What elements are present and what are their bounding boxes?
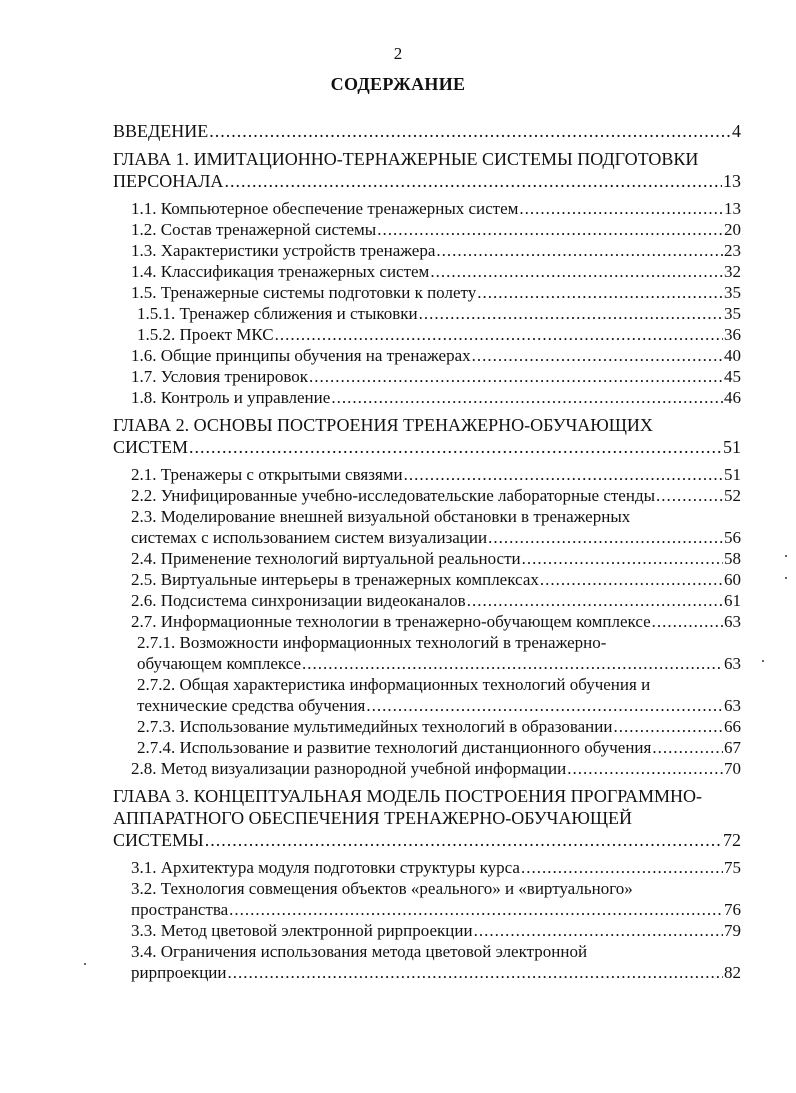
toc-entry[interactable] (113, 674, 741, 716)
toc-entry-title: 3.1. Архитектура модуля подготовки структуры курса (131, 858, 520, 877)
dot-leader (656, 485, 723, 506)
dot-leader (224, 170, 722, 192)
toc-page-number: 40 (724, 346, 741, 365)
toc-page-number: 4 (732, 121, 741, 141)
dot-leader (472, 345, 723, 366)
toc-page-number: 76 (724, 900, 741, 919)
toc-entry[interactable] (113, 219, 741, 240)
dot-leader (205, 829, 722, 851)
toc-entry-title: СИСТЕМ (113, 437, 189, 457)
toc-page-number: 52 (724, 486, 741, 505)
page-title: СОДЕРЖАНИЕ (330, 74, 466, 94)
dot-leader (488, 527, 723, 548)
toc-entry-title-line: ГЛАВА 2. ОСНОВЫ ПОСТРОЕНИЯ ТРЕНАЖЕРНО-ОБУЧАЮЩИХ (113, 415, 653, 435)
table-of-contents (113, 120, 741, 983)
toc-page-number: 82 (724, 963, 741, 982)
toc-entry-title: 2.4. Применение технологий виртуальной реальности (131, 549, 521, 568)
dot-leader (189, 436, 722, 458)
toc-entry[interactable] (113, 878, 741, 920)
toc-page-number: 63 (724, 654, 741, 673)
toc-entry-title: рирпроекции (131, 963, 227, 982)
toc-entry-title-line: ГЛАВА 1. ИМИТАЦИОННО-ТЕРНАЖЕРНЫЕ СИСТЕМЫ ПОДГОТОВКИ (113, 149, 699, 169)
toc-page-number: 46 (724, 388, 741, 407)
toc-page-number: 58 (724, 549, 741, 568)
toc-page-number: 60 (724, 570, 741, 589)
toc-entry[interactable] (113, 345, 741, 366)
scan-speck (785, 555, 787, 557)
toc-entry-title-line: 2.7.2. Общая характеристика информационных технологий обучения и (137, 675, 651, 694)
toc-page-number: 72 (723, 830, 741, 850)
toc-entry-title: 2.1. Тренажеры с открытыми связями (131, 465, 403, 484)
toc-entry-title: 2.5. Виртуальные интерьеры в тренажерных комплексах (131, 570, 539, 589)
toc-page-number: 35 (724, 283, 741, 302)
toc-chapter[interactable] (113, 785, 741, 851)
toc-entry[interactable] (113, 261, 741, 282)
toc-chapter[interactable] (113, 120, 741, 142)
toc-entry-title: 1.2. Состав тренажерной системы (131, 220, 377, 239)
scan-speck (785, 577, 787, 579)
toc-page-number: 23 (724, 241, 741, 260)
toc-entry[interactable] (113, 282, 741, 303)
toc-entry-title-line: 2.7.1. Возможности информационных технологий в тренажерно- (137, 633, 607, 652)
dot-leader (331, 387, 723, 408)
toc-entry[interactable] (113, 758, 741, 779)
toc-page-number: 63 (724, 696, 741, 715)
toc-entry[interactable] (113, 632, 741, 674)
dot-leader (302, 653, 723, 674)
dot-leader (377, 219, 723, 240)
dot-leader (275, 324, 723, 345)
dot-leader (430, 261, 723, 282)
dot-leader (467, 590, 723, 611)
toc-page-number: 45 (724, 367, 741, 386)
toc-page-number: 63 (724, 612, 741, 631)
toc-entry-title: 1.5. Тренажерные системы подготовки к полету (131, 283, 477, 302)
toc-entry-title-line: ГЛАВА 3. КОНЦЕПТУАЛЬНАЯ МОДЕЛЬ ПОСТРОЕНИЯ ПРОГРАММНО- (113, 786, 703, 806)
toc-entry[interactable] (113, 198, 741, 219)
toc-page-number: 66 (724, 717, 741, 736)
dot-leader (209, 120, 731, 142)
toc-entry-title-line: АППАРАТНОГО ОБЕСПЕЧЕНИЯ ТРЕНАЖЕРНО-ОБУЧАЮЩЕЙ (113, 808, 633, 828)
toc-entry-title: ПЕРСОНАЛА (113, 171, 224, 191)
toc-entry[interactable] (113, 569, 741, 590)
toc-entry[interactable] (113, 324, 741, 345)
dot-leader (477, 282, 723, 303)
toc-entry-title: пространства (131, 900, 229, 919)
toc-entry-title: 1.8. Контроль и управление (131, 388, 331, 407)
toc-page-number: 79 (724, 921, 741, 940)
toc-entry[interactable] (113, 464, 741, 485)
dot-leader (436, 240, 723, 261)
toc-page-number: 61 (724, 591, 741, 610)
toc-page-number: 75 (724, 858, 741, 877)
toc-entry-title: ВВЕДЕНИЕ (113, 121, 209, 141)
toc-entry[interactable] (113, 485, 741, 506)
toc-entry[interactable] (113, 387, 741, 408)
toc-page-number: 70 (724, 759, 741, 778)
dot-leader (228, 962, 723, 983)
page-number: 2 (393, 44, 403, 63)
dot-leader (652, 737, 723, 758)
toc-entry-title: 2.7. Информационные технологии в тренажерно-обучающем комплексе (131, 612, 651, 631)
dot-leader (309, 366, 723, 387)
toc-page-number: 13 (723, 171, 741, 191)
dot-leader (522, 548, 723, 569)
toc-entry-title: 2.7.4. Использование и развитие технологий дистанционного обучения (137, 738, 652, 757)
toc-entry[interactable] (113, 548, 741, 569)
dot-leader (474, 920, 723, 941)
dot-leader (652, 611, 723, 632)
toc-page-number: 51 (723, 437, 741, 457)
toc-entry[interactable] (113, 366, 741, 387)
toc-page-number: 20 (724, 220, 741, 239)
toc-entry-title: системах с использованием систем визуализации (131, 528, 488, 547)
toc-entry[interactable] (113, 240, 741, 261)
toc-entry-title: 1.5.2. Проект МКС (137, 325, 274, 344)
dot-leader (404, 464, 723, 485)
toc-page-number: 56 (724, 528, 741, 547)
toc-page-number: 13 (724, 199, 741, 218)
toc-entry-title: 1.6. Общие принципы обучения на тренажерах (131, 346, 471, 365)
toc-entry-title: 2.6. Подсистема синхронизации видеоканалов (131, 591, 466, 610)
toc-entry-title-line: 3.2. Технология совмещения объектов «реального» и «виртуального» (131, 879, 633, 898)
toc-entry-title-line: 3.4. Ограничения использования метода цветовой электронной (131, 942, 588, 961)
toc-entry-title: 1.1. Компьютерное обеспечение тренажерных систем (131, 199, 519, 218)
toc-entry-title: технические средства обучения (137, 696, 366, 715)
toc-entry-title: 2.2. Унифицированные учебно-исследовательские лабораторные стенды (131, 486, 656, 505)
scan-speck (762, 660, 764, 662)
toc-entry-title: 1.7. Условия тренировок (131, 367, 309, 386)
toc-entry[interactable] (113, 941, 741, 983)
dot-leader (419, 303, 723, 324)
toc-page-number: 32 (724, 262, 741, 281)
toc-entry[interactable] (113, 611, 741, 632)
toc-page-number: 67 (724, 738, 741, 757)
dot-leader (521, 857, 723, 878)
toc-entry[interactable] (113, 857, 741, 878)
toc-entry[interactable] (113, 716, 741, 737)
toc-entry[interactable] (113, 303, 741, 324)
toc-page-number: 36 (724, 325, 741, 344)
toc-page-number: 35 (724, 304, 741, 323)
toc-entry-title: 2.8. Метод визуализации разнородной учебной информации (131, 759, 567, 778)
dot-leader (519, 198, 723, 219)
toc-entry-title: СИСТЕМЫ (113, 830, 204, 850)
toc-entry-title: 2.7.3. Использование мультимедийных технологий в образовании (137, 717, 613, 736)
toc-entry-title: обучающем комплексе (137, 654, 302, 673)
toc-entry[interactable] (113, 920, 741, 941)
toc-entry[interactable] (113, 506, 741, 548)
dot-leader (613, 716, 723, 737)
toc-entry-title: 1.5.1. Тренажер сближения и стыковки (137, 304, 418, 323)
dot-leader (540, 569, 723, 590)
dot-leader (567, 758, 723, 779)
toc-page-number: 51 (724, 465, 741, 484)
dot-leader (366, 695, 723, 716)
toc-chapter[interactable] (113, 148, 741, 192)
dot-leader (229, 899, 723, 920)
toc-entry-title: 3.3. Метод цветовой электронной рирпроекции (131, 921, 473, 940)
toc-chapter[interactable] (113, 414, 741, 458)
toc-entry-title-line: 2.3. Моделирование внешней визуальной обстановки в тренажерных (131, 507, 631, 526)
toc-entry-title: 1.3. Характеристики устройств тренажера (131, 241, 436, 260)
scan-speck (84, 963, 86, 965)
toc-entry-title: 1.4. Классификация тренажерных систем (131, 262, 430, 281)
toc-entry[interactable] (113, 737, 741, 758)
toc-entry[interactable] (113, 590, 741, 611)
